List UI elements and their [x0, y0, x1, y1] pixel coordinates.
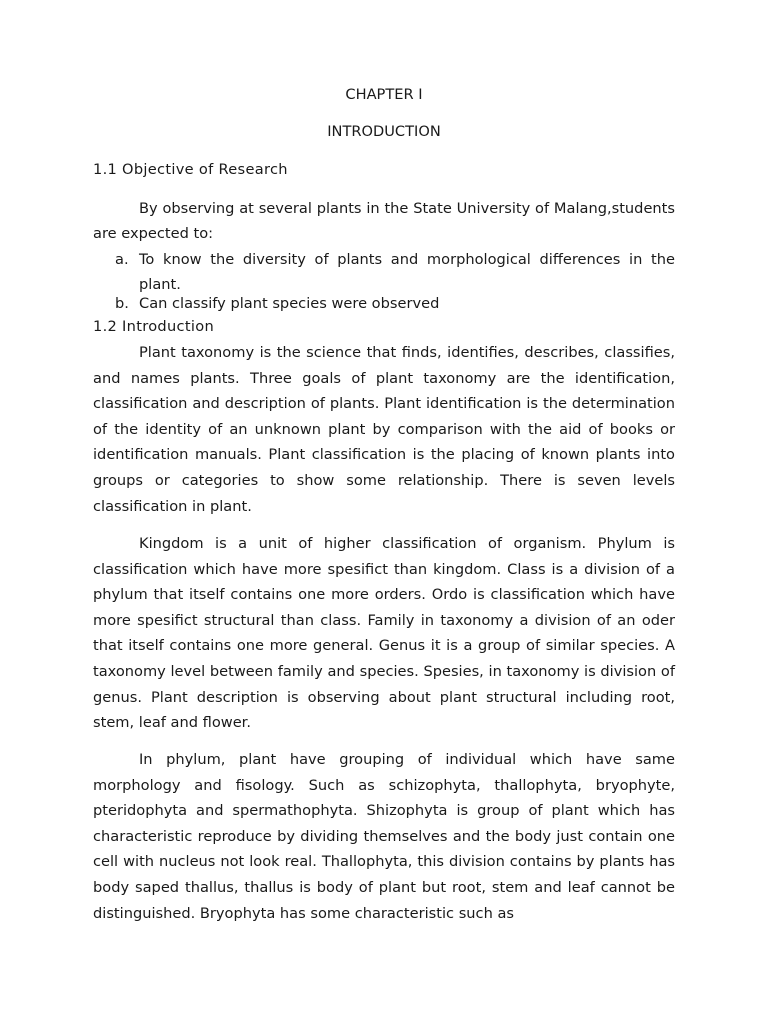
body-paragraph: In phylum, plant have grouping of individual which have same morphology and fisology. Such as schizophyta, thallophyta, bryophyte, pteridophyta and spermathophyta. Shizophyta is group of plant which has characteristic reproduce by dividing themselves and the body just contain one cell with nucleus not look real. Thallophyta, this division contains by plants has body saped thallus, thallus is body of plant but root, stem and leaf cannot be distinguished. Bryophyta has some characteristic such as: [93, 751, 675, 922]
list-marker: b.: [115, 295, 129, 312]
chapter-title: INTRODUCTION: [327, 123, 441, 140]
section-heading-introduction: 1.2 Introduction: [93, 318, 215, 335]
objective-paragraph: By observing at several plants in the State University of Malang,students are expected to:: [93, 200, 675, 242]
list-item: [93, 247, 675, 297]
list-marker: a.: [115, 251, 129, 268]
chapter-label: CHAPTER I: [345, 86, 423, 103]
objective-list: [93, 247, 675, 316]
list-item-text: To know the diversity of plants and morphological differences in the plant.: [139, 251, 675, 293]
body-paragraph: Kingdom is a unit of higher classification of organism. Phylum is classification which have more spesifict than kingdom. Class is a division of a phylum that itself contains one more orders. Ordo is classification which have more spesifict structural than class. Family in taxonomy a division of an oder that itself contains one more general. Genus it is a group of similar species. A taxonomy level between family and species. Spesies, in taxonomy is division of genus. Plant description is observing about plant structural including root, stem, leaf and flower.: [93, 535, 675, 732]
section-heading-objective: 1.1 Objective of Research: [93, 161, 288, 178]
list-item-text: Can classify plant species were observed: [139, 295, 440, 312]
body-paragraph: Plant taxonomy is the science that finds, identifies, describes, classifies, and names plants. Three goals of plant taxonomy are the identification, classification and description of plants. Plant identification is the determination of the identity of an unknown plant by comparison with the aid of books or identification manuals. Plant classification is the placing of known plants into groups or categories to show some relationship. There is seven levels classification in plant.: [93, 344, 675, 515]
list-item: [93, 291, 675, 316]
